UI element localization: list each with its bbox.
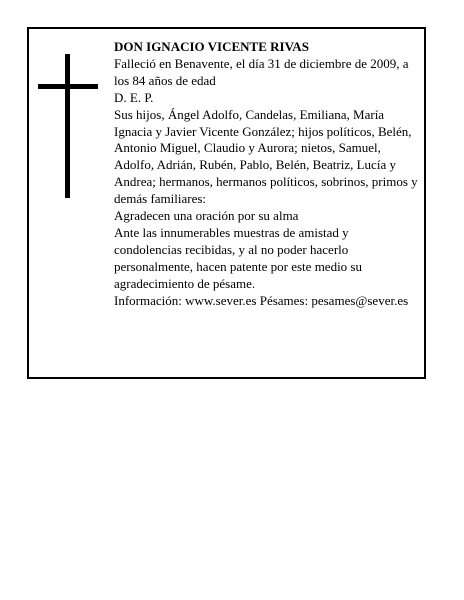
- rip-text: D. E. P.: [114, 89, 154, 105]
- prayer-request: Agradecen una oración por su alma: [114, 208, 299, 224]
- deceased-name: DON IGNACIO VICENTE RIVAS: [114, 39, 309, 54]
- death-info: Falleció en Benavente, el día 31 de diciembre de 2009, a los 84 años de edad: [114, 55, 409, 88]
- contact-info: Información: www.sever.es Pésames: pesames@sever.es: [114, 292, 409, 308]
- obituary-text: [114, 39, 419, 310]
- cross-horizontal-bar: [38, 84, 98, 89]
- cross-icon: [38, 54, 98, 198]
- family-list: Sus hijos, Ángel Adolfo, Candelas, Emiliana, María Ignacia y Javier Vicente González; hijos políticos, Belén, Antonio Miguel, Claudio y Aurora; nietos, Samuel, Adolfo, Adrián, Rubén, Pablo, Belén, Beatriz, Lucía y Andrea; hermanos, hermanos políticos, sobrinos, primos y demás familiares:: [114, 106, 418, 207]
- cross-vertical-bar: [65, 54, 70, 198]
- thanks-message: Ante las innumerables muestras de amistad y condolencias recibidas, y al no poder hacerlo personalmente, hacen patente por este medio su agradecimiento de pésame.: [114, 224, 362, 291]
